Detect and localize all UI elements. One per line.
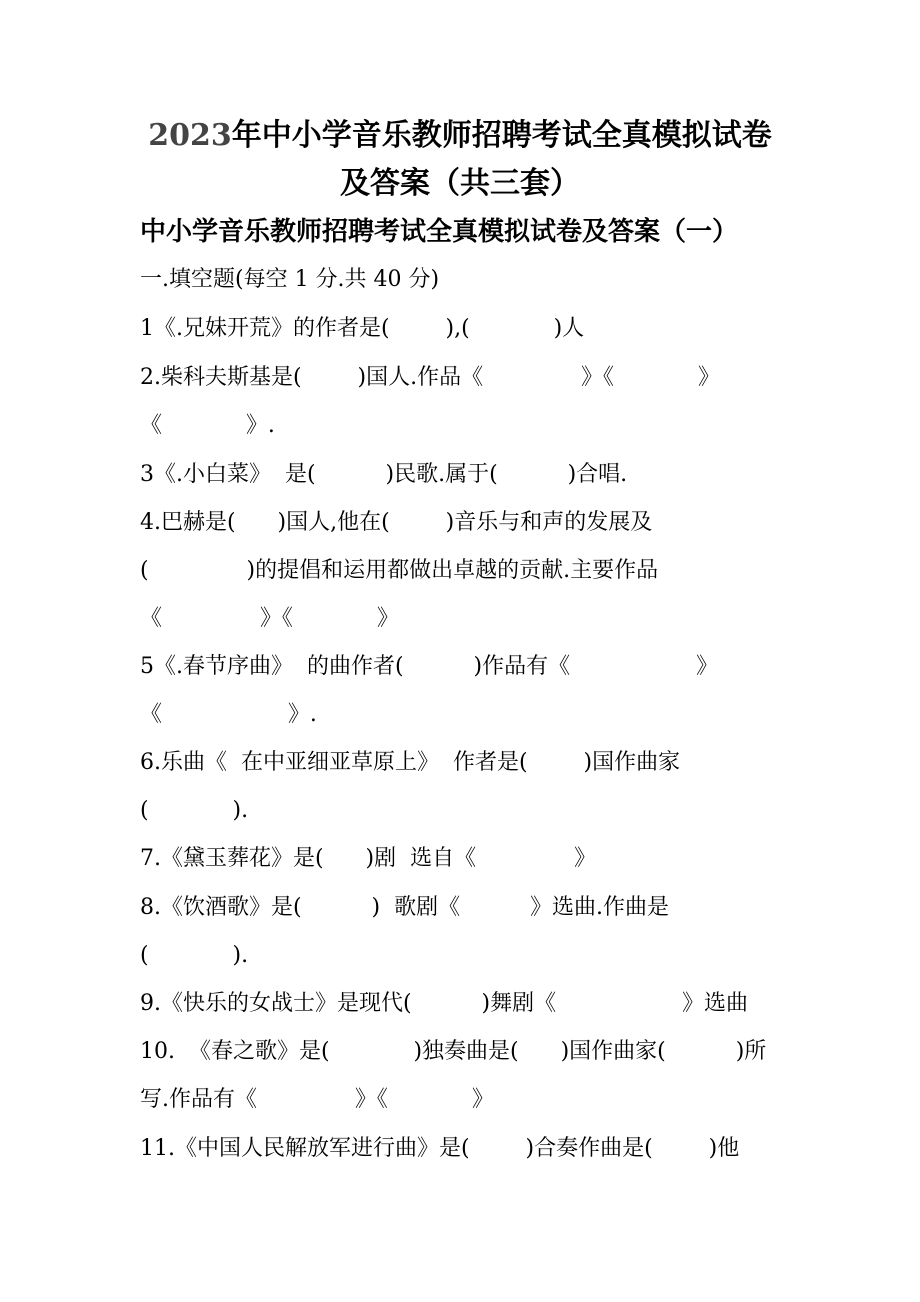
document-title-line-1 [0, 116, 920, 156]
question-line: 8.《饮酒歌》是( ) 歌剧《 》选曲.作曲是 [140, 895, 670, 920]
question-line: ( ). [140, 798, 249, 823]
question-line: 2.柴科夫斯基是( )国人.作品《 》《 》 [140, 365, 720, 390]
question-line: ( )的提倡和运用都做出卓越的贡献.主要作品 [140, 558, 659, 583]
title-year: 2023 [148, 118, 232, 153]
question-line: 《 》《 》 [140, 606, 399, 631]
question-line: 6.乐曲《 在中亚细亚草原上》 作者是( )国作曲家 [140, 750, 681, 775]
question-line: 写.作品有《 》《 》 [140, 1087, 494, 1112]
question-line: 1《.兄妹开荒》的作者是( ),( )人 [140, 316, 585, 341]
question-line: 《 》. [140, 413, 275, 438]
question-line: 4.巴赫是( )国人,他在( )音乐与和声的发展及 [140, 510, 653, 535]
question-line: 5《.春节序曲》 的曲作者( )作品有《 》 [140, 654, 718, 679]
section-heading: 一.填空题(每空 1 分.共 40 分) [140, 267, 440, 292]
question-line: 11.《中国人民解放军进行曲》是( )合奏作曲是( )他 [140, 1136, 740, 1161]
title-main-text: 年中小学音乐教师招聘考试全真模拟试卷 [231, 118, 772, 153]
question-line: 3《.小白菜》 是( )民歌.属于( )合唱. [140, 462, 628, 487]
question-line: 9.《快乐的女战士》是现代( )舞剧《 》选曲 [140, 991, 748, 1016]
exam-subtitle: 中小学音乐教师招聘考试全真模拟试卷及答案（一） [140, 217, 739, 247]
question-line: ( ). [140, 943, 249, 968]
question-line: 《 》. [140, 702, 317, 727]
document-title-line-2: 及答案（共三套） [340, 166, 580, 201]
question-line: 10. 《春之歌》是( )独奏曲是( )国作曲家( )所 [140, 1039, 767, 1064]
question-line: 7.《黛玉葬花》是( )剧 选自《 》 [140, 846, 597, 871]
